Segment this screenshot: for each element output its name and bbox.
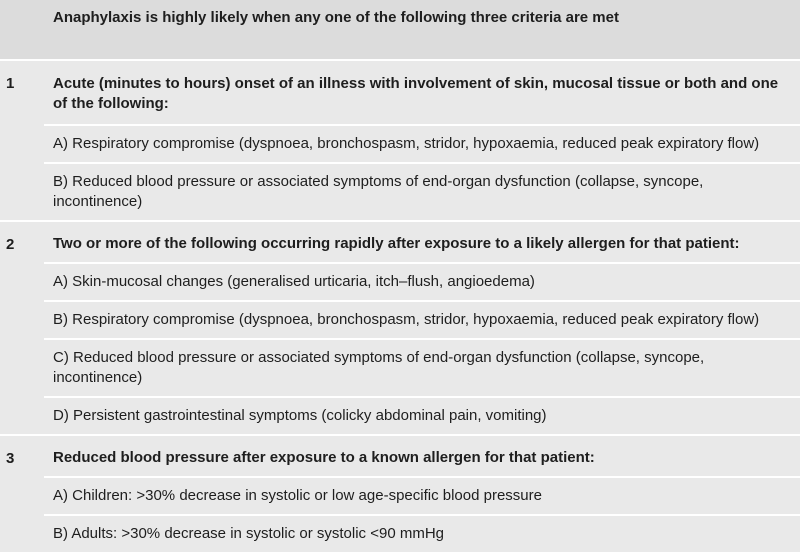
- criterion-3-item-b: B) Adults: >30% decrease in systolic or systolic <90 mmHg: [44, 515, 800, 552]
- criterion-1-item-b: B) Reduced blood pressure or associated symptoms of end-organ dysfunction (collapse, syncope, incontinence): [44, 163, 800, 221]
- criterion-3-item-row: [0, 477, 800, 515]
- criterion-2-item-row: [0, 397, 800, 435]
- criterion-1-number: 1: [0, 60, 44, 221]
- table-header-title: Anaphylaxis is highly likely when any one of the following three criteria are met: [44, 0, 800, 60]
- criterion-2-title: Two or more of the following occurring rapidly after exposure to a likely allergen for that patient:: [44, 221, 800, 263]
- header-number-cell: [0, 0, 44, 60]
- criterion-1-title: Acute (minutes to hours) onset of an illness with involvement of skin, mucosal tissue or both and one of the following:: [44, 60, 800, 125]
- criterion-2-number: 2: [0, 221, 44, 435]
- criterion-3-title-row: [0, 435, 800, 477]
- criterion-1-item-row: [0, 163, 800, 221]
- criterion-2-item-row: [0, 301, 800, 339]
- criterion-2-item-c: C) Reduced blood pressure or associated symptoms of end-organ dysfunction (collapse, syncope, incontinence): [44, 339, 800, 397]
- criterion-2-item-row: [0, 263, 800, 301]
- criterion-2-item-a: A) Skin-mucosal changes (generalised urticaria, itch–flush, angioedema): [44, 263, 800, 301]
- criterion-3-number: 3: [0, 435, 44, 552]
- criterion-2-title-row: [0, 221, 800, 263]
- criterion-3-title: Reduced blood pressure after exposure to a known allergen for that patient:: [44, 435, 800, 477]
- criterion-2-item-b: B) Respiratory compromise (dyspnoea, bronchospasm, stridor, hypoxaemia, reduced peak expiratory flow): [44, 301, 800, 339]
- criterion-1-item-row: [0, 125, 800, 163]
- criterion-1-title-row: [0, 60, 800, 125]
- criterion-3-item-a: A) Children: >30% decrease in systolic or low age-specific blood pressure: [44, 477, 800, 515]
- criterion-2-item-d: D) Persistent gastrointestinal symptoms (colicky abdominal pain, vomiting): [44, 397, 800, 435]
- criterion-3-item-row: [0, 515, 800, 552]
- criterion-1-item-a: A) Respiratory compromise (dyspnoea, bronchospasm, stridor, hypoxaemia, reduced peak expiratory flow): [44, 125, 800, 163]
- criterion-2-item-row: [0, 339, 800, 397]
- table-header-row: [0, 0, 800, 60]
